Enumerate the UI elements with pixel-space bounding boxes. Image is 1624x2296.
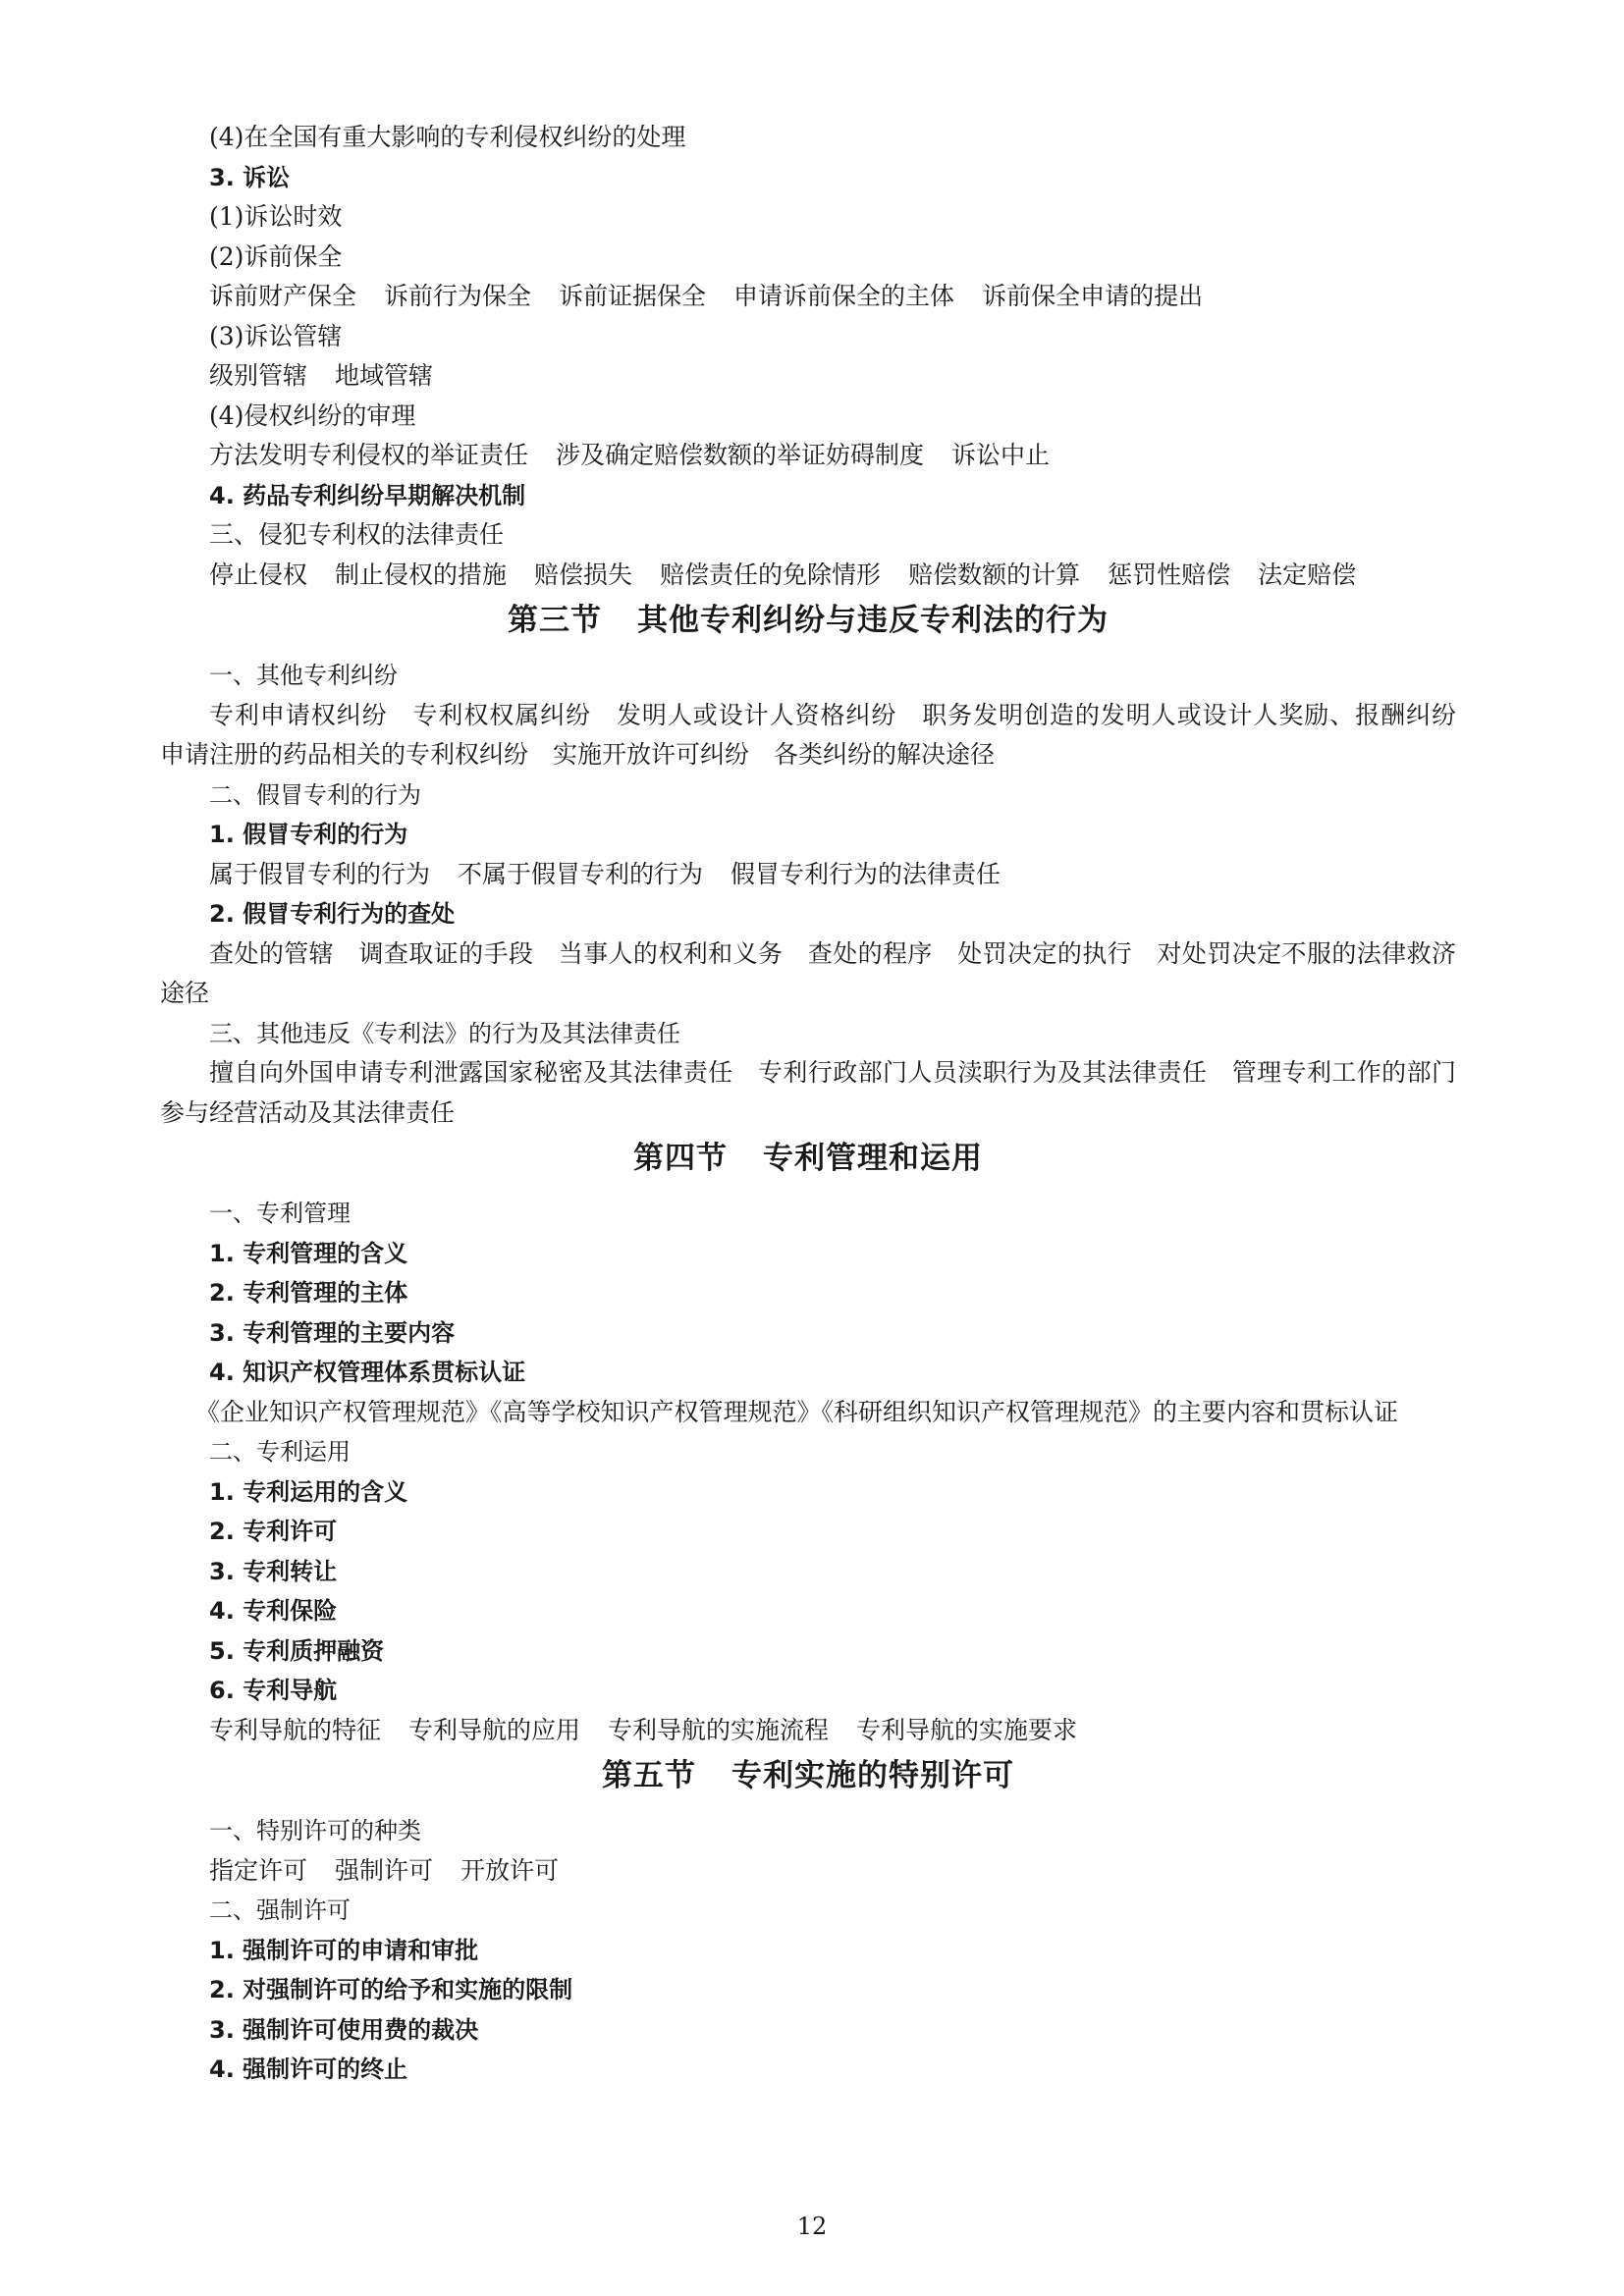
term: 开放许可 bbox=[460, 1855, 560, 1885]
subheading-special-license-types: 一、特别许可的种类 bbox=[209, 1817, 421, 1844]
term: 假冒专利行为的法律责任 bbox=[731, 859, 1001, 888]
paragraph-other-violations: 擅自向外国申请专利泄露国家秘密及其法律责任 专利行政部门人员渎职行为及其法律责任 管理专利工作的部门参与经营活动及其法律责任 bbox=[160, 1058, 1456, 1127]
term: 赔偿责任的免除情形 bbox=[660, 560, 882, 589]
item-major-dispute: (4)在全国有重大影响的专利侵权纠纷的处理 bbox=[209, 123, 686, 151]
paragraph-ip-standards: 《企业知识产权管理规范》《高等学校知识产权管理规范》《科研组织知识产权管理规范》的主要内容和贯标认证 bbox=[195, 1397, 1399, 1426]
heading-management-content: 3. 专利管理的主要内容 bbox=[209, 1318, 456, 1347]
terms-liability bbox=[160, 556, 1456, 596]
heading-utilization-meaning: 1. 专利运用的含义 bbox=[209, 1477, 408, 1506]
term: 赔偿损失 bbox=[534, 560, 633, 589]
term: 制止侵权的措施 bbox=[335, 560, 508, 589]
heading-patent-license: 2. 专利许可 bbox=[209, 1518, 338, 1545]
item-trial: (4)侵权纠纷的审理 bbox=[209, 400, 416, 430]
term: 不属于假冒专利的行为 bbox=[458, 859, 704, 888]
heading-patent-insurance: 4. 专利保险 bbox=[209, 1597, 338, 1625]
term: 强制许可 bbox=[335, 1855, 434, 1885]
terms-jurisdiction bbox=[160, 356, 1456, 397]
heading-litigation: 3. 诉讼 bbox=[209, 163, 291, 191]
subheading-patent-management: 一、专利管理 bbox=[209, 1200, 351, 1227]
term: 诉前证据保全 bbox=[559, 282, 707, 310]
heading-patent-transfer: 3. 专利转让 bbox=[209, 1557, 338, 1585]
section-title-5: 第五节 专利实施的特别许可 bbox=[602, 1758, 1014, 1793]
section-title-4: 第四节 专利管理和运用 bbox=[633, 1141, 983, 1176]
term: 法定赔偿 bbox=[1258, 560, 1357, 589]
heading-pledge-financing: 5. 专利质押融资 bbox=[209, 1636, 385, 1665]
term: 级别管辖 bbox=[209, 361, 308, 390]
term: 诉前行为保全 bbox=[384, 282, 532, 310]
heading-counterfeit-investigation: 2. 假冒专利行为的查处 bbox=[209, 900, 456, 928]
heading-ip-certification: 4. 知识产权管理体系贯标认证 bbox=[209, 1359, 526, 1386]
heading-management-meaning: 1. 专利管理的含义 bbox=[209, 1239, 408, 1267]
subheading-other-violations: 三、其他违反《专利法》的行为及其法律责任 bbox=[209, 1019, 680, 1047]
heading-patent-navigation: 6. 专利导航 bbox=[209, 1677, 338, 1704]
term: 方法发明专利侵权的举证责任 bbox=[209, 441, 529, 469]
heading-application-approval: 1. 强制许可的申请和审批 bbox=[209, 1936, 479, 1964]
term: 专利导航的特征 bbox=[209, 1715, 382, 1744]
heading-drug-patent: 4. 药品专利纠纷早期解决机制 bbox=[209, 481, 526, 509]
paragraph-investigation: 查处的管辖 调查取证的手段 当事人的权利和义务 查处的程序 处罚决定的执行 对处罚决定不服的法律救济途径 bbox=[160, 938, 1456, 1007]
terms-navigation bbox=[160, 1711, 1456, 1751]
section-title-3: 第三节 其他专利纠纷与违反专利法的行为 bbox=[508, 603, 1109, 638]
term: 专利导航的实施流程 bbox=[608, 1715, 830, 1744]
heading-royalty-ruling: 3. 强制许可使用费的裁决 bbox=[209, 2015, 479, 2044]
heading-restrictions: 2. 对强制许可的给予和实施的限制 bbox=[209, 1976, 573, 2003]
term: 停止侵权 bbox=[209, 560, 308, 589]
terms-preservation bbox=[160, 277, 1456, 317]
term: 赔偿数额的计算 bbox=[908, 560, 1081, 589]
terms-trial bbox=[160, 436, 1456, 476]
heading-termination: 4. 强制许可的终止 bbox=[209, 2056, 408, 2083]
item-pre-suit-preservation: (2)诉前保全 bbox=[209, 241, 343, 271]
subheading-other-disputes: 一、其他专利纠纷 bbox=[209, 662, 398, 689]
item-limitation: (1)诉讼时效 bbox=[209, 202, 343, 231]
terms-license-types bbox=[160, 1851, 1456, 1892]
subheading-patent-utilization: 二、专利运用 bbox=[209, 1438, 351, 1466]
document-page bbox=[160, 118, 1482, 2090]
subheading-compulsory-license: 二、强制许可 bbox=[209, 1896, 351, 1924]
heading-counterfeit-acts: 1. 假冒专利的行为 bbox=[209, 821, 408, 848]
terms-counterfeit bbox=[160, 855, 1456, 895]
term: 申请诉前保全的主体 bbox=[733, 282, 955, 310]
term: 诉前财产保全 bbox=[209, 282, 357, 310]
term: 专利导航的实施要求 bbox=[856, 1715, 1078, 1744]
term: 涉及确定赔偿数额的举证妨碍制度 bbox=[556, 441, 925, 469]
term: 地域管辖 bbox=[335, 361, 434, 390]
term: 诉讼中止 bbox=[951, 441, 1051, 469]
term: 属于假冒专利的行为 bbox=[209, 859, 431, 888]
paragraph-other-disputes: 专利申请权纠纷 专利权权属纠纷 发明人或设计人资格纠纷 职务发明创造的发明人或设计人奖励、报酬纠纷 申请注册的药品相关的专利权纠纷 实施开放许可纠纷 各类纠纷的解决途径 bbox=[160, 700, 1482, 769]
page-number: 12 bbox=[796, 2213, 828, 2240]
term: 惩罚性赔偿 bbox=[1108, 560, 1231, 589]
term: 指定许可 bbox=[209, 1855, 308, 1885]
heading-management-subject: 2. 专利管理的主体 bbox=[209, 1279, 408, 1307]
subheading-counterfeit: 二、假冒专利的行为 bbox=[209, 780, 421, 809]
term: 专利导航的应用 bbox=[408, 1715, 581, 1744]
subheading-liability: 三、侵犯专利权的法律责任 bbox=[209, 520, 505, 549]
term: 诉前保全申请的提出 bbox=[982, 282, 1204, 310]
item-jurisdiction: (3)诉讼管辖 bbox=[209, 321, 343, 350]
